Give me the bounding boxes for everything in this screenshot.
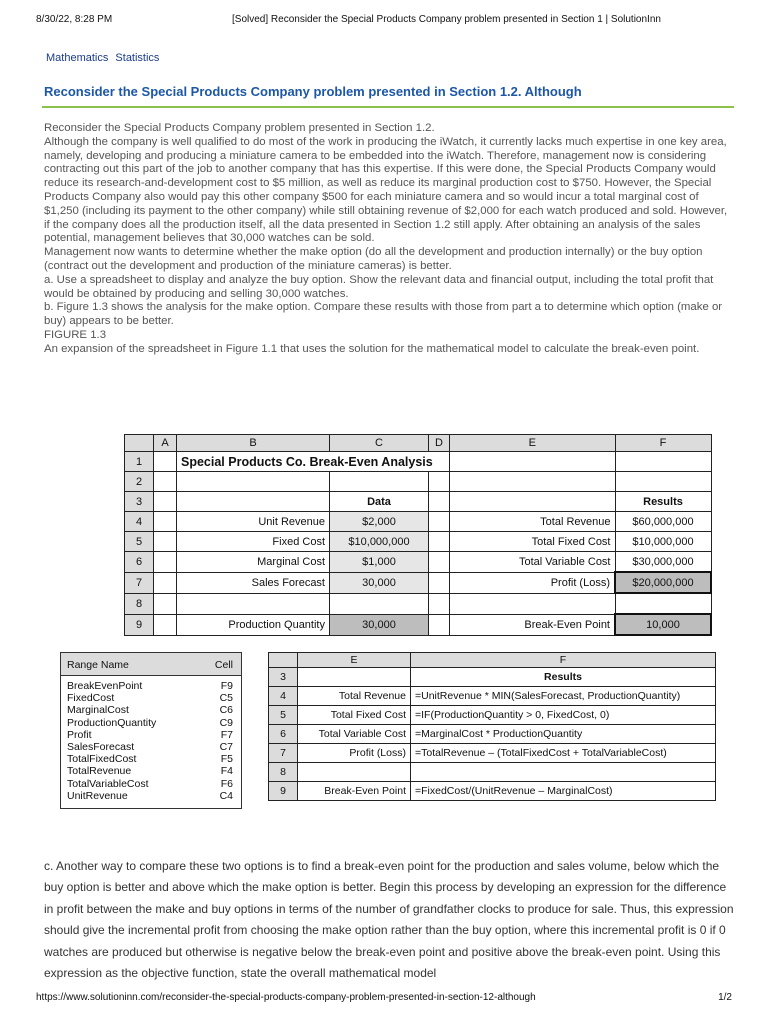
list-item	[67, 765, 235, 777]
col-header-e: E	[450, 435, 616, 452]
break-even-value: 10,000	[615, 614, 711, 635]
range-cell: F4	[220, 765, 233, 778]
formula-label	[298, 763, 411, 782]
result-label: Total Revenue	[450, 512, 616, 532]
cell	[154, 472, 177, 492]
row-number: 8	[269, 763, 298, 782]
cell	[450, 452, 616, 472]
row-number: 9	[269, 782, 298, 801]
row-number: 7	[125, 572, 154, 593]
formula-row	[269, 782, 716, 801]
col-header-f: F	[411, 653, 716, 668]
data-label: Production Quantity	[177, 614, 330, 635]
cell	[429, 593, 450, 614]
spreadsheet-figure	[124, 434, 712, 636]
results-header: Results	[615, 492, 711, 512]
print-date: 8/30/22, 8:28 PM	[36, 14, 113, 25]
cell	[154, 593, 177, 614]
cell	[450, 472, 616, 492]
range-name: FixedCost	[67, 692, 115, 705]
title-divider	[42, 106, 734, 108]
figure-caption: An expansion of the spreadsheet in Figure 1.1 that uses the solution for the mathematical model to calculate the break-even point.	[44, 342, 700, 355]
cell	[154, 552, 177, 573]
range-cell: C6	[219, 704, 233, 717]
result-value: $30,000,000	[615, 552, 711, 573]
result-value: $10,000,000	[615, 532, 711, 552]
col-header-d: D	[429, 435, 450, 452]
cell	[154, 572, 177, 593]
row-number: 2	[125, 472, 154, 492]
cell	[615, 472, 711, 492]
range-name-col-header: Range Name	[67, 659, 129, 671]
col-header-e: E	[298, 653, 411, 668]
data-value: $1,000	[330, 552, 429, 573]
cell	[429, 532, 450, 552]
range-name: MarginalCost	[67, 704, 129, 717]
cell	[615, 593, 711, 614]
data-label: Sales Forecast	[177, 572, 330, 593]
range-name: TotalVariableCost	[67, 777, 149, 790]
list-item	[67, 680, 235, 692]
sheet-row	[125, 512, 712, 532]
cell	[330, 472, 429, 492]
data-header: Data	[330, 492, 429, 512]
row-number: 8	[125, 593, 154, 614]
range-name: TotalRevenue	[67, 765, 132, 778]
cell	[429, 472, 450, 492]
row-number: 5	[269, 706, 298, 725]
formula-column-header-row	[269, 653, 716, 668]
result-label: Total Variable Cost	[450, 552, 616, 573]
cell	[429, 572, 450, 593]
row-number: 9	[125, 614, 154, 635]
range-cell: F5	[220, 753, 233, 766]
sheet-row	[125, 614, 712, 635]
data-value: 30,000	[330, 572, 429, 593]
question-title: Reconsider the Special Products Company problem presented in Section 1.2. Although	[44, 84, 582, 99]
range-cell: C9	[219, 716, 233, 729]
cell	[429, 512, 450, 532]
col-header-f: F	[615, 435, 711, 452]
range-cell: F7	[220, 728, 233, 741]
cell	[154, 614, 177, 635]
result-value: $60,000,000	[615, 512, 711, 532]
cell	[177, 593, 330, 614]
cell	[154, 452, 177, 472]
row-number: 1	[125, 452, 154, 472]
cell	[298, 668, 411, 687]
data-label: Fixed Cost	[177, 532, 330, 552]
results-header: Results	[411, 668, 716, 687]
sheet-row	[125, 532, 712, 552]
formula-row	[269, 744, 716, 763]
range-name: ProductionQuantity	[67, 716, 157, 729]
formula-label: Total Variable Cost	[298, 725, 411, 744]
formula-label: Total Revenue	[298, 687, 411, 706]
sheet-row	[125, 452, 712, 472]
list-item	[67, 741, 235, 753]
print-url: https://www.solutioninn.com/reconsider-the-special-products-company-problem-presented-in-section-12-although	[36, 992, 536, 1003]
cell	[154, 532, 177, 552]
range-name-list	[61, 676, 241, 808]
cell	[154, 512, 177, 532]
row-number: 4	[269, 687, 298, 706]
list-item	[67, 704, 235, 716]
print-page-title: [Solved] Reconsider the Special Products Company problem presented in Section 1 | SolutionInn	[232, 14, 661, 25]
col-header-b: B	[177, 435, 330, 452]
cell	[450, 593, 616, 614]
result-label: Total Fixed Cost	[450, 532, 616, 552]
formula-label: Break-Even Point	[298, 782, 411, 801]
range-name: Profit	[67, 728, 92, 741]
corner-cell	[125, 435, 154, 452]
formula-text: =MarginalCost * ProductionQuantity	[411, 725, 716, 744]
sheet-title: Special Products Co. Break-Even Analysis	[177, 452, 450, 472]
row-number: 3	[269, 668, 298, 687]
col-header-a: A	[154, 435, 177, 452]
formula-label: Total Fixed Cost	[298, 706, 411, 725]
formula-row	[269, 706, 716, 725]
row-number: 6	[125, 552, 154, 573]
range-cell: F6	[220, 777, 233, 790]
cell	[429, 492, 450, 512]
formula-text: =IF(ProductionQuantity > 0, FixedCost, 0)	[411, 706, 716, 725]
range-cell: C7	[219, 740, 233, 753]
range-cell: C4	[219, 789, 233, 802]
breadcrumb-mathematics[interactable]: Mathematics	[46, 52, 109, 64]
data-label: Marginal Cost	[177, 552, 330, 573]
sheet-row	[125, 593, 712, 614]
row-number: 5	[125, 532, 154, 552]
formula-text: =FixedCost/(UnitRevenue – MarginalCost)	[411, 782, 716, 801]
print-page-number: 1/2	[718, 992, 732, 1003]
breadcrumb	[46, 52, 163, 64]
range-name-header	[61, 653, 241, 676]
range-name: UnitRevenue	[67, 789, 128, 802]
data-value: $2,000	[330, 512, 429, 532]
list-item	[67, 778, 235, 790]
data-value: $10,000,000	[330, 532, 429, 552]
cell	[615, 452, 711, 472]
range-cell: F9	[220, 680, 233, 692]
range-name: BreakEvenPoint	[67, 680, 143, 692]
range-cell: C5	[219, 692, 233, 705]
print-header	[36, 14, 740, 30]
profit-value: $20,000,000	[615, 572, 711, 593]
row-number: 7	[269, 744, 298, 763]
cell	[154, 492, 177, 512]
question-body	[44, 122, 736, 357]
formula-row	[269, 763, 716, 782]
formula-table	[268, 652, 716, 801]
part-c-paragraph: c. Another way to compare these two options is to find a break-even point for the production and sales volume, below which the buy option is better and above which the make option is better. Begin this process by developing an expression for the difference in profit between the make and buy options in terms of the number of grandfather clocks to produce for sale. Thus, this expression should give the incremental profit from choosing the make option rather than the buy option, where this incremental profit is 0 if 0 watches are produced but otherwise is negative below the break-even point and positive above the break-even point. Using this expression as the objective function, state the overall mathematical model	[44, 859, 734, 981]
cell-col-header: Cell	[214, 659, 233, 671]
body-paragraph: Reconsider the Special Products Company problem presented in Section 1.2.	[44, 122, 435, 134]
col-header-c: C	[330, 435, 429, 452]
result-label: Break-Even Point	[450, 614, 616, 635]
formula-row	[269, 668, 716, 687]
list-item	[67, 717, 235, 729]
list-item	[67, 790, 235, 802]
print-footer	[36, 992, 740, 1008]
cell	[450, 492, 616, 512]
range-name: TotalFixedCost	[67, 753, 137, 766]
sheet-row	[125, 572, 712, 593]
cell	[429, 552, 450, 573]
row-number: 3	[125, 492, 154, 512]
sheet-row	[125, 492, 712, 512]
list-item	[67, 753, 235, 765]
body-paragraph: Although the company is well qualified to do most of the work in producing the iWatch, it currently lacks much expertise in one key area, namely, developing and producing a miniature camera to be embedded into the iWatch. Therefore, management now is considering contracting out this part of the job to another company that has this expertise. If this were done, the Special Products Company would reduce its research-and-development cost to $5 million, as well as reduce its marginal production cost to $750. However, the Special Products Company also would pay this other company $500 for each miniature camera and so would incur a total marginal cost of $1,250 (including its payment to the other company) while still obtaining revenue of $2,000 for each watch produced and sold. However, if the company does all the production itself, all the data presented in Section 1.2 still apply. After obtaining an analysis of the sales potential, management believes that 30,000 watches can be sold.	[44, 135, 728, 245]
cell	[177, 472, 330, 492]
range-name-table	[60, 652, 242, 809]
sheet-row	[125, 552, 712, 573]
list-item	[67, 729, 235, 741]
formula-text: =TotalRevenue – (TotalFixedCost + TotalVariableCost)	[411, 744, 716, 763]
range-name: SalesForecast	[67, 740, 135, 753]
production-quantity-value: 30,000	[330, 614, 429, 635]
cell	[429, 614, 450, 635]
formula-text: =UnitRevenue * MIN(SalesForecast, ProductionQuantity)	[411, 687, 716, 706]
formula-text	[411, 763, 716, 782]
data-label: Unit Revenue	[177, 512, 330, 532]
cell	[177, 492, 330, 512]
figure-label: FIGURE 1.3	[44, 328, 107, 341]
body-paragraph: a. Use a spreadsheet to display and analyze the buy option. Show the relevant data and financial output, including the total profit that would be obtained by producing and selling 30,000 watches.	[44, 273, 714, 300]
body-paragraph: Management now wants to determine whether the make option (do all the development and production internally) or the buy option (contract out the development and production of the miniature cameras) is better.	[44, 246, 703, 272]
cell	[330, 593, 429, 614]
formula-row	[269, 725, 716, 744]
list-item	[67, 692, 235, 704]
row-number: 4	[125, 512, 154, 532]
formula-label: Profit (Loss)	[298, 744, 411, 763]
column-header-row	[125, 435, 712, 452]
sheet-row	[125, 472, 712, 492]
corner-cell	[269, 653, 298, 668]
formula-row	[269, 687, 716, 706]
body-paragraph: b. Figure 1.3 shows the analysis for the make option. Compare these results with those from part a to determine which option (make or buy) appears to be better.	[44, 301, 723, 328]
breadcrumb-statistics[interactable]: Statistics	[115, 52, 160, 64]
result-label: Profit (Loss)	[450, 572, 616, 593]
row-number: 6	[269, 725, 298, 744]
